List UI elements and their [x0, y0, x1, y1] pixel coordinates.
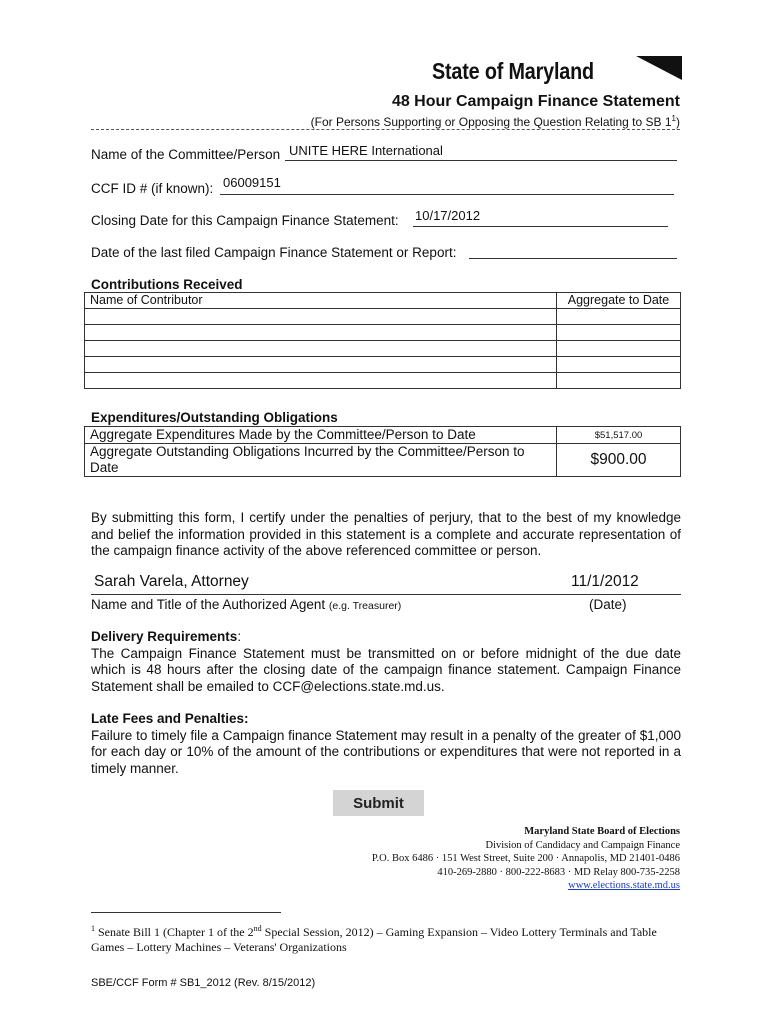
submit-button[interactable]: Submit	[333, 790, 424, 816]
table-row	[85, 373, 681, 389]
contributor-name-cell[interactable]	[85, 325, 557, 341]
agent-name-label: Name and Title of the Authorized Agent (e.g. Treasurer)	[91, 597, 402, 612]
table-row	[85, 427, 681, 444]
dashed-divider	[91, 129, 680, 130]
ccf-id-input[interactable]: 06009151	[223, 175, 281, 190]
ccf-underline	[220, 194, 674, 195]
table-row	[85, 309, 681, 325]
late-fees-section	[91, 711, 681, 777]
committee-label: Name of the Committee/Person	[91, 147, 281, 162]
ccf-label: CCF ID # (if known):	[91, 181, 214, 196]
form-subtitle: (For Persons Supporting or Opposing the Question Relating to SB $1^1$)	[310, 114, 680, 129]
table-row	[85, 357, 681, 373]
last-filed-underline	[469, 258, 677, 259]
website-link[interactable]: www.elections.state.md.us	[568, 880, 680, 891]
phone-numbers: 410-269-2880 · 800-222-8683 · MD Relay 800-735-2258	[437, 866, 680, 878]
delivery-requirements: Delivery Requirements: The Campaign Finance Statement must be transmitted on or before midnight of the due date which is 48 hours after the closing date of the campaign finance statement. Campaign Finance Statement shall be emailed to CCF@elections.state.md.us.	[91, 629, 681, 694]
form-number: SBE/CCF Form # SB1_2012 (Rev. 8/15/2012)	[91, 977, 316, 989]
contributions-heading: Contributions Received	[91, 277, 243, 292]
expenditures-amount-input[interactable]: $51,517.00	[557, 427, 681, 444]
closing-date-underline	[413, 226, 668, 227]
contributor-amount-cell[interactable]	[557, 325, 681, 341]
obligations-label: Aggregate Outstanding Obligations Incurred by the Committee/Person to Date	[85, 444, 557, 477]
table-row	[85, 341, 681, 357]
board-name: Maryland State Board of Elections	[524, 826, 680, 837]
board-address	[372, 825, 680, 893]
contributor-name-cell[interactable]	[85, 357, 557, 373]
contributions-table	[84, 292, 681, 389]
date-label: (Date)	[589, 597, 627, 612]
table-row	[85, 444, 681, 477]
footnote: $^1$ Senate Bill 1 (Chapter 1 of the 2nd Special Session, 2012) – Gaming Expansion – Video Lottery Terminals and Table Games – Lottery Machines – Veterans' Organizations	[91, 924, 657, 954]
ccf-field-row	[91, 181, 213, 196]
committee-field-row	[91, 147, 280, 162]
footnote-divider	[91, 912, 281, 913]
corner-triangle-mark	[636, 56, 682, 80]
obligations-amount-input[interactable]: $900.00	[557, 444, 681, 477]
state-title: State of Maryland	[432, 58, 594, 84]
committee-input[interactable]: UNITE HERE International	[289, 143, 443, 158]
signature-line	[91, 594, 681, 595]
contributor-name-cell[interactable]	[85, 309, 557, 325]
expenditures-heading: Expenditures/Outstanding Obligations	[91, 410, 338, 425]
last-filed-row	[91, 245, 456, 260]
late-fees-text: Failure to timely file a Campaign finance Statement may result in a penalty of the greater of $1,000 for each day or 10% of the amount of the contributions or expenditures that were not reported in a timely manner.	[91, 727, 681, 776]
last-filed-label: Date of the last filed Campaign Finance Statement or Report:	[91, 245, 457, 260]
contributor-amount-cell[interactable]	[557, 341, 681, 357]
late-fees-heading: Late Fees and Penalties:	[91, 711, 249, 726]
division-name: Division of Candidacy and Campaign Finance	[485, 839, 680, 851]
contributor-amount-cell[interactable]	[557, 357, 681, 373]
agent-name-input[interactable]: Sarah Varela, Attorney	[94, 573, 249, 590]
contributor-name-cell[interactable]	[85, 341, 557, 357]
committee-underline	[285, 160, 677, 161]
contributor-name-cell[interactable]	[85, 373, 557, 389]
contributor-amount-cell[interactable]	[557, 309, 681, 325]
delivery-heading: Delivery Requirements	[91, 629, 238, 644]
closing-date-row	[91, 213, 399, 228]
col-header-aggregate: Aggregate to Date	[557, 293, 681, 309]
form-title: 48 Hour Campaign Finance Statement	[391, 93, 680, 110]
sign-date-input[interactable]: 11/1/2012	[571, 573, 639, 590]
street-address: P.O. Box 6486 · 151 West Street, Suite 200 · Annapolis, MD 21401-0486	[371, 853, 680, 864]
certification-text: By submitting this form, I certify under the penalties of perjury, that to the best of my knowledge and belief the information provided in this statement is a complete and accurate representation of the campaign finance activity of the above referenced committee or person.	[91, 510, 681, 558]
contributor-amount-cell[interactable]	[557, 373, 681, 389]
expenditures-table	[84, 426, 681, 477]
col-header-contributor: Name of Contributor	[85, 293, 557, 309]
expenditures-label: Aggregate Expenditures Made by the Committee/Person to Date	[85, 427, 557, 444]
closing-date-label: Closing Date for this Campaign Finance Statement:	[91, 213, 399, 228]
delivery-text: The Campaign Finance Statement must be transmitted on or before midnight of the due date which is 48 hours after the closing date of the campaign finance statement. Campaign Finance Statement shall be emailed to CCF@elections.state.md.us.	[91, 645, 681, 694]
closing-date-input[interactable]: 10/17/2012	[415, 208, 481, 223]
table-row	[85, 325, 681, 341]
